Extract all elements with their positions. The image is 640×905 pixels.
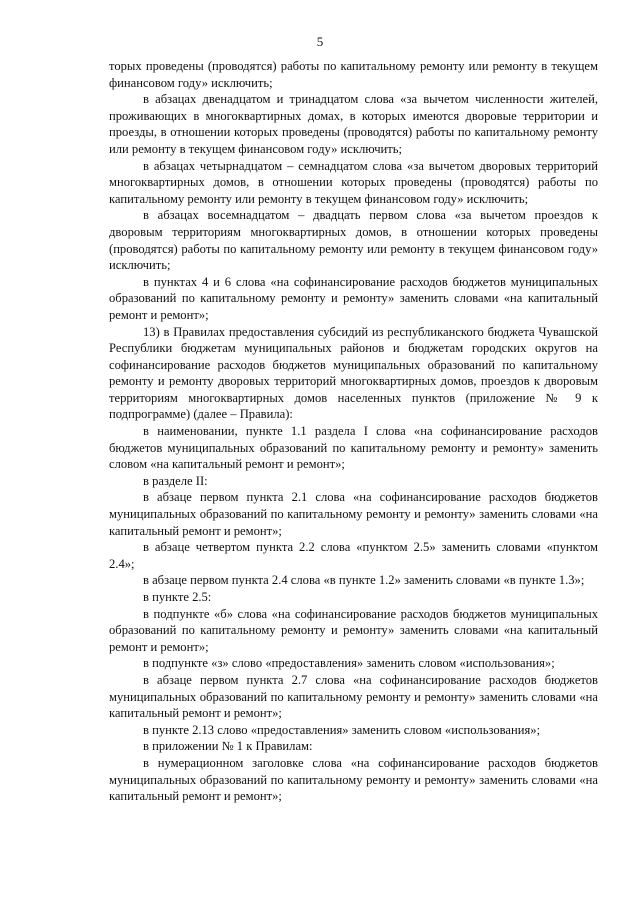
paragraph: в нумерационном заголовке слова «на софинансирование расходов бюджетов муниципальных образований по капитальному ремонту и ремонту» заменить словами «на капитальный ремонт и ремонт»;: [109, 755, 598, 804]
paragraph: в абзацах двенадцатом и тринадцатом слова «за вычетом численности жителей, проживающих в многоквартирных домах, в которых имеются дворовые территории и проезды, в отношении которых проведены (проводятся) работы по капитальному ремонту или ремонту в текущем финансовом году» исключить;: [109, 92, 598, 156]
paragraph: в абзацах восемнадцатом – двадцать первом слова «за вычетом проездов к дворовым территориям многоквартирных домов, в отношении которых проведены (проводятся) работы по капитальному ремонту или ремонту в текущем финансовом году» исключить;: [109, 208, 598, 273]
paragraph: в пунктах 4 и 6 слова «на софинансирование расходов бюджетов муниципальных образований по капитальному ремонту и ремонту» заменить словами «на капитальный ремонт и ремонт»;: [109, 274, 598, 322]
paragraph: в пункте 2.13 слово «предоставления» заменить словом «использования»;: [143, 722, 541, 737]
paragraph: в абзацах четырнадцатом – семнадцатом слова «за вычетом дворовых территорий многоквартирных домов, в отношении которых проведены (проводятся) работы по капитальному ремонту или ремонту в текущем финансовом году» исключить;: [109, 158, 598, 206]
paragraph: в абзаце первом пункта 2.1 слова «на софинансирование расходов бюджетов муниципальных образований по капитальному ремонту и ремонту» заменить словами «на капитальный ремонт и ремонт»;: [109, 490, 598, 538]
paragraph: в приложении № 1 к Правилам:: [143, 739, 313, 754]
paragraph: в пункте 2.5:: [143, 590, 212, 604]
page-number: 5: [316, 34, 324, 49]
paragraph: 13) в Правилах предоставления субсидий из республиканского бюджета Чувашской Республики бюджетам муниципальных районов и бюджетам городских округов на софинансирование расходов бюджетов муниципальных образований по капитальному ремонту и ремонту дворовых территорий многоквартирных домов, проездов к дворовым территориям многоквартирных домов населенных пунктов (приложение № 9 к подпрограмме) (далее – Правила):: [109, 324, 598, 422]
paragraph: в абзаце первом пункта 2.4 слова «в пункте 1.2» заменить словами «в пункте 1.3»;: [143, 573, 585, 588]
paragraph: в разделе II:: [143, 473, 208, 488]
paragraph: в абзаце первом пункта 2.7 слова «на софинансирование расходов бюджетов муниципальных образований по капитальному ремонту и ремонту» заменить словами «на капитальный ремонт и ремонт»;: [109, 672, 598, 721]
paragraph: торых проведены (проводятся) работы по капитальному ремонту или ремонту в текущем финансовом году» исключить;: [109, 59, 598, 90]
paragraph: в подпункте «б» слова «на софинансирование расходов бюджетов муниципальных образований по капитальному ремонту и ремонту» заменить словами «на капитальный ремонт и ремонт»;: [109, 606, 598, 654]
paragraph: в наименовании, пункте 1.1 раздела I слова «на софинансирование расходов бюджетов муниципальных образований по капитальному ремонту и ремонту» заменить словом «на капитальный ремонт и ремонт»;: [109, 424, 598, 472]
paragraph: в подпункте «з» слово «предоставления» заменить словом «использования»;: [143, 656, 555, 671]
paragraph: в абзаце четвертом пункта 2.2 слова «пунктом 2.5» заменить словами «пунктом 2.4»;: [109, 540, 598, 571]
document-body: [109, 58, 598, 805]
